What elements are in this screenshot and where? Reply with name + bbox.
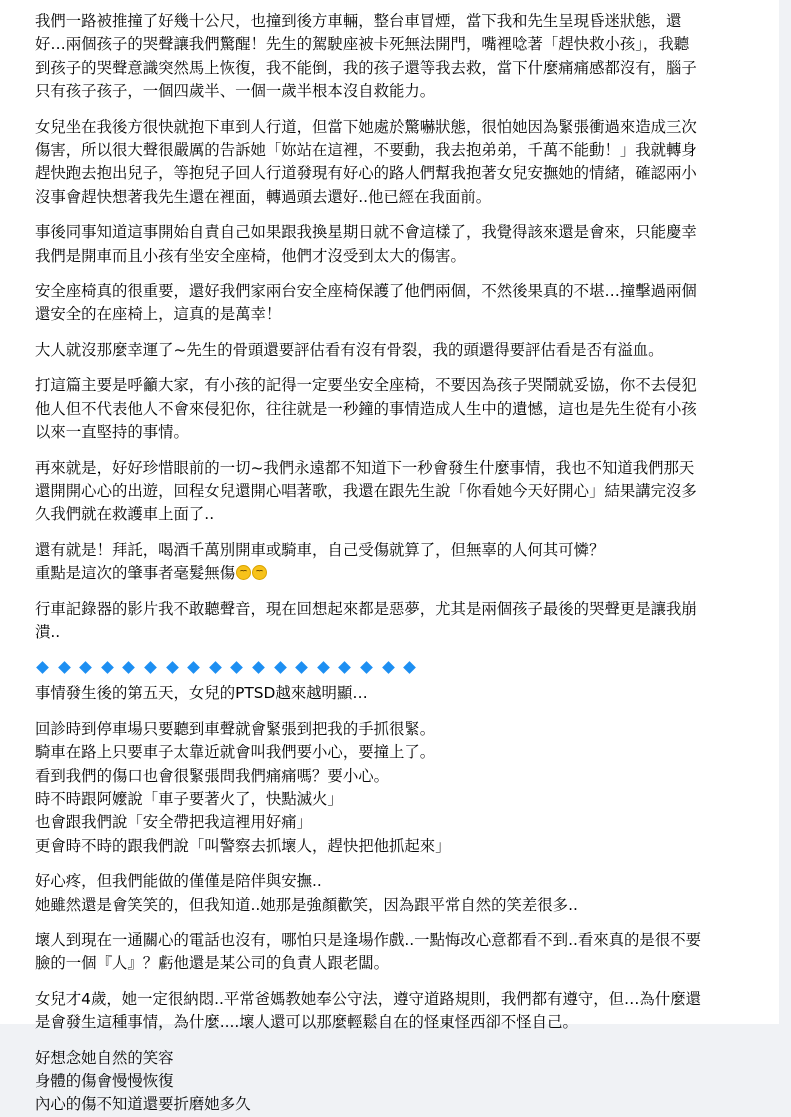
post-line-text: 久我們就在救護車上面了.. (35, 505, 215, 524)
post-line-text: 是會發生這種事情，為什麼....壞人還可以那麼輕鬆自在的怪東怪西卻不怪自己。 (35, 1013, 578, 1032)
post-line-text: 好想念她自然的笑容 (35, 1048, 174, 1067)
blue-diamond-icon (166, 661, 179, 674)
post-line-text: 身體的傷會慢慢恢復 (35, 1072, 174, 1091)
post-line (35, 562, 763, 585)
post-line-text: 還開開心心的出遊，回程女兒還開心唱著歌，我還在跟先生說「你看她今天好開心」結果講完沒多 (35, 481, 697, 500)
blue-diamond-icon (123, 661, 136, 674)
post-line-text: 她雖然還是會笑笑的，但我知道..她那是強顏歡笑，因為跟平常自然的笑差很多.. (35, 895, 578, 914)
post-line-text: 趕快跑去抱出兒子，等抱兒子回人行道發現有好心的路人們幫我抱著女兒安撫她的情緒，確認兩小 (35, 164, 697, 183)
post-line-text: 到孩子的哭聲意識突然馬上恢復，我不能倒，我的孩子還等我去救，當下什麼痛痛感都沒有，腦子 (35, 58, 697, 77)
post-line (35, 682, 763, 705)
blue-diamond-icon (360, 661, 373, 674)
post-line-text: 他人但不代表他人不會來侵犯你，往往就是一秒鐘的事情造成人生中的遺憾，這也是先生從有小孩 (35, 399, 697, 418)
post-line (35, 894, 763, 917)
post-line-text: 沒事會趕快想著我先生還在裡面，轉過頭去還好..他已經在我面前。 (35, 187, 492, 206)
post-line-text: 也會跟我們說「安全帶把我這裡用好痛」 (35, 813, 313, 832)
post-line-text: 再來就是，好好珍惜眼前的一切~我們永遠都不知道下一秒會發生什麼事情，我也不知道我們那天 (35, 458, 695, 477)
post-line (35, 339, 763, 362)
post-paragraph (35, 116, 763, 210)
post-line-text: 行車記錄器的影片我不敢聽聲音，現在回想起來都是惡夢，尤其是兩個孩子最後的哭聲更是讓我崩 (35, 599, 697, 618)
post-line-text: 只有孩子孩子，一個四歲半、一個一歲半根本沒自救能力。 (35, 82, 436, 101)
post-line-text: 傷害，所以很大聲很嚴厲的告訴她「妳站在這裡，不要動，我去抱弟弟，千萬不能動！」我就轉身 (35, 141, 697, 160)
blue-diamond-icon (209, 661, 222, 674)
post-line (35, 1047, 763, 1070)
blue-diamond-icon (338, 661, 351, 674)
post-line (35, 398, 763, 421)
post-line (35, 952, 763, 975)
post-line (35, 870, 763, 893)
post-line (35, 186, 763, 209)
post-line-text: 重點是這次的肇事者毫髮無傷 (35, 564, 236, 583)
post-line (35, 539, 763, 562)
post-paragraph (35, 280, 763, 327)
post-line (35, 788, 763, 811)
worried-face-emoji-icon (252, 565, 267, 580)
post-line (35, 57, 763, 80)
blue-diamond-icon (58, 661, 71, 674)
blue-diamond-icon (187, 661, 200, 674)
post-line (35, 811, 763, 834)
post-paragraph (35, 374, 763, 444)
post-line (35, 10, 763, 33)
post-line (35, 1093, 763, 1116)
post-line (35, 741, 763, 764)
post-line-text: 大人就沒那麼幸運了~先生的骨頭還要評估看有沒有骨裂，我的頭還得要評估看是否有溢血。 (35, 340, 664, 359)
post-line (35, 457, 763, 480)
blue-diamond-icon (79, 661, 92, 674)
post-paragraph (35, 10, 763, 104)
blue-diamond-icon (403, 661, 416, 674)
blue-diamond-icon (317, 661, 330, 674)
post-line (35, 245, 763, 268)
post-paragraph (35, 539, 763, 586)
post-line-text: 壞人到現在一通關心的電話也沒有，哪怕只是逢場作戲..一點悔改心意都看不到..看來真的是很不要 (35, 931, 701, 949)
post-line-text: 事後同事知道這事開始自責自己如果跟我換星期日就不會這樣了，我覺得該來還是會來，只能慶幸 (35, 223, 697, 242)
post-line (35, 503, 763, 526)
post-paragraph (35, 870, 763, 917)
post-line-text: 更會時不時的跟我們說「叫警察去抓壞人，趕快把他抓起來」 (35, 836, 451, 855)
post-paragraph (35, 929, 763, 976)
post-line-text: 臉的一個『人』？虧他還是某公司的負責人跟老闆。 (35, 954, 389, 973)
post-line (35, 480, 763, 503)
blue-diamond-icon (252, 661, 265, 674)
post-line (35, 1070, 763, 1093)
post-paragraph (35, 221, 763, 268)
post-paragraph (35, 718, 763, 858)
post-line-text: 騎車在路上只要車子太靠近就會叫我們要小心，要撞上了。 (35, 743, 436, 762)
post-line (35, 80, 763, 103)
post-paragraph (35, 457, 763, 527)
post-line (35, 1011, 763, 1034)
post-line (35, 374, 763, 397)
post-line (35, 421, 763, 444)
post-line (35, 221, 763, 244)
post-line (35, 621, 763, 644)
post-paragraph (35, 339, 763, 362)
post-line-text: 我們是開車而且小孩有坐安全座椅，他們才沒受到太大的傷害。 (35, 246, 466, 265)
blue-diamond-icon (101, 661, 114, 674)
blue-diamond-icon (144, 661, 157, 674)
post-text (35, 10, 763, 1117)
post-line (35, 116, 763, 139)
post-paragraph (35, 1047, 763, 1117)
blue-diamond-icon (36, 661, 49, 674)
post-paragraph (35, 682, 763, 705)
blue-diamond-icon (295, 661, 308, 674)
post-line-text: 回診時到停車場只要聽到車聲就會緊張到把我的手抓很緊。 (35, 719, 436, 738)
post-line-text: 以來一直堅持的事情。 (35, 423, 189, 442)
post-line (35, 988, 763, 1011)
post-line (35, 280, 763, 303)
post-line-text: 看到我們的傷口也會很緊張問我們痛痛嗎？要小心。 (35, 766, 389, 785)
post-line-text: 女兒坐在我後方很快就抱下車到人行道，但當下她處於驚嚇狀態，很怕她因為緊張衝過來造成三次 (35, 117, 697, 136)
post-line-text: 安全座椅真的很重要，還好我們家兩台安全座椅保護了他們兩個，不然後果真的不堪…撞擊過兩個 (35, 282, 697, 301)
post-line-text: 打這篇主要是呼籲大家，有小孩的記得一定要坐安全座椅，不要因為孩子哭鬧就妥協，你不去侵犯 (35, 376, 697, 395)
post-paragraph (35, 988, 763, 1035)
post-line-text: 潰.. (35, 622, 61, 641)
post-line (35, 718, 763, 741)
post-line-text: 時不時跟阿嬤說「車子要著火了，快點滅火」 (35, 789, 343, 808)
blue-diamond-icon (230, 661, 243, 674)
post-line (35, 835, 763, 858)
post-line-text: 事情發生後的第五天，女兒的PTSD越來越明顯… (35, 684, 368, 703)
worried-face-emoji-icon (236, 565, 251, 580)
blue-diamond-icon (274, 661, 287, 674)
post-line-text: 好心疼，但我們能做的僅僅是陪伴與安撫.. (35, 872, 322, 891)
post-line-text: 還安全的在座椅上，這真的是萬幸！ (35, 305, 282, 324)
post-line-text: 我們一路被推撞了好幾十公尺，也撞到後方車輛，整台車冒煙，當下我和先生呈現昏迷狀態，還 (35, 12, 682, 30)
post-line (35, 765, 763, 788)
post-line-text: 好…兩個孩子的哭聲讓我們驚醒！先生的駕駛座被卡死無法開門，嘴裡唸著「趕快救小孩」，我聽 (35, 35, 690, 54)
post-line-text: 內心的傷不知道還要折磨她多久 (35, 1095, 251, 1114)
post-line (35, 33, 763, 56)
post-paragraph (35, 598, 763, 645)
blue-diamond-icon (382, 661, 395, 674)
post-line (35, 303, 763, 326)
post-line (35, 598, 763, 621)
diamond-separator (35, 656, 763, 678)
post-line (35, 139, 763, 162)
post-line (35, 929, 763, 952)
post-line-text: 女兒才4歲，她一定很納悶..平常爸媽教她奉公守法，遵守道路規則，我們都有遵守，但…為什麼還 (35, 989, 701, 1008)
post-line-text: 還有就是！拜託，喝酒千萬別開車或騎車，自己受傷就算了，但無辜的人何其可憐？ (35, 540, 605, 559)
post-line (35, 162, 763, 185)
